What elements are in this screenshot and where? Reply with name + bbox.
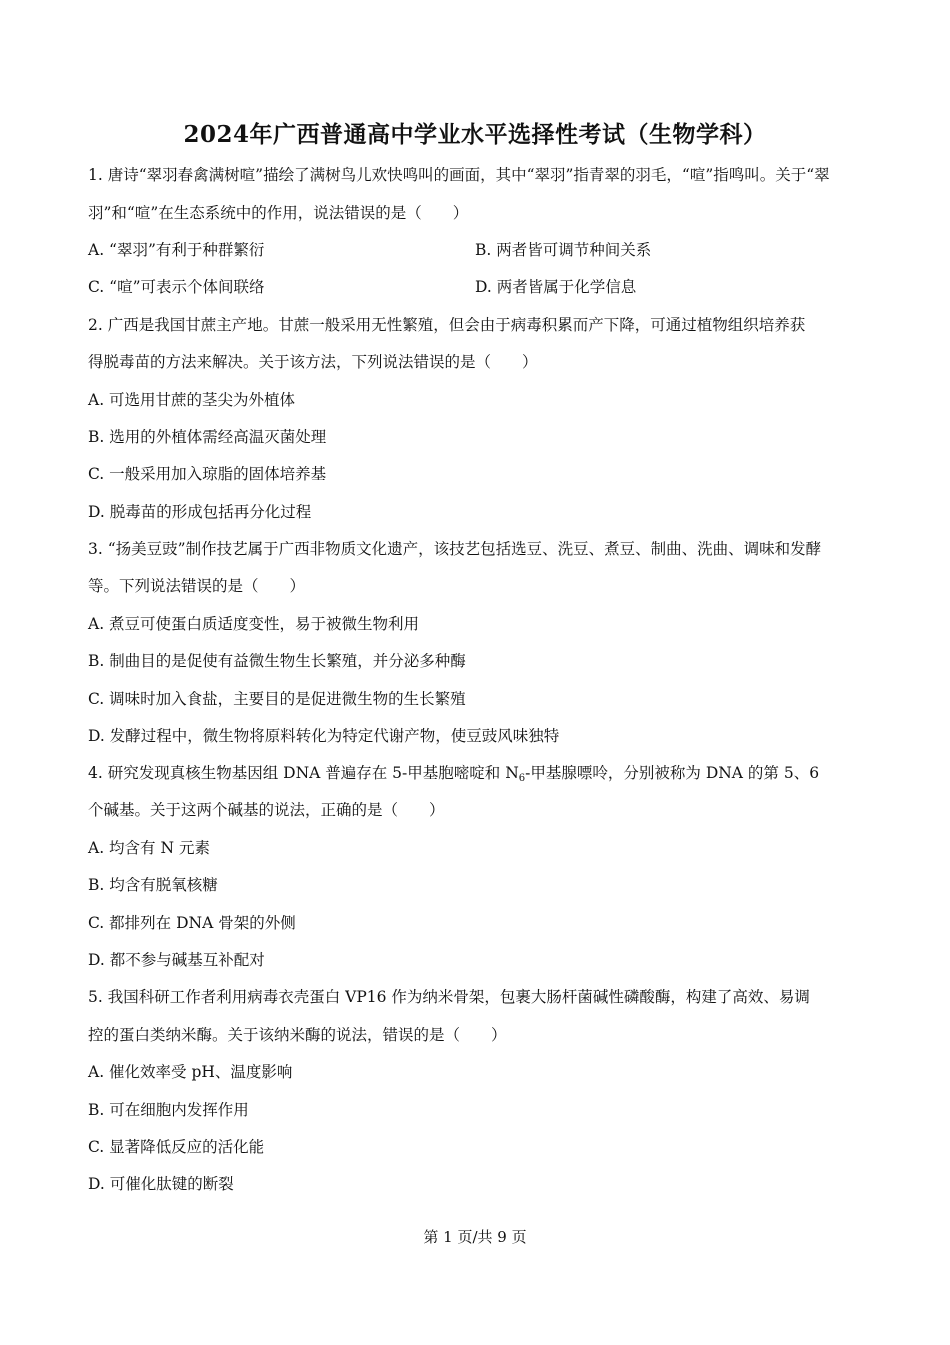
question-1-stem-line-1: 1. 唐诗“翠羽春禽满树喧”描绘了满树鸟儿欢快鸣叫的画面，其中“翠羽”指青翠的羽毛，“喧”指鸣叫。关于“翠 xyxy=(88,166,830,184)
question-4-subscript: 6 xyxy=(518,773,526,784)
question-5-stem-line-2: 控的蛋白类纳米酶。关于该纳米酶的说法，错误的是（ ） xyxy=(88,1026,507,1044)
question-3-stem-line-2: 等。下列说法错误的是（ ） xyxy=(88,577,306,595)
question-4-option-a: A. 均含有 N 元素 xyxy=(88,839,210,857)
question-4-stem-line-1 xyxy=(88,763,819,783)
question-5-option-c: C. 显著降低反应的活化能 xyxy=(88,1138,265,1156)
question-1-option-a: A. “翠羽”有利于种群繁衍 xyxy=(88,241,265,259)
question-2-option-d: D. 脱毒苗的形成包括再分化过程 xyxy=(88,503,312,521)
question-1-option-c: C. “喧”可表示个体间联络 xyxy=(88,278,265,296)
question-1-option-b: B. 两者皆可调节种间关系 xyxy=(475,241,652,259)
question-4-option-b: B. 均含有脱氧核糖 xyxy=(88,876,218,894)
page-footer: 第 1 页/共 9 页 xyxy=(423,1228,527,1246)
question-2-option-b: B. 选用的外植体需经高温灭菌处理 xyxy=(88,428,327,446)
page-title: 2024年广西普通高中学业水平选择性考试（生物学科） xyxy=(183,121,767,148)
question-1-stem-line-2: 羽”和“喧”在生态系统中的作用，说法错误的是（ ） xyxy=(88,204,469,222)
question-3-option-b: B. 制曲目的是促使有益微生物生长繁殖，并分泌多种酶 xyxy=(88,652,466,670)
question-4-option-d: D. 都不参与碱基互补配对 xyxy=(88,951,265,969)
question-2-option-c: C. 一般采用加入琼脂的固体培养基 xyxy=(88,465,327,483)
question-2-stem-line-1: 2. 广西是我国甘蔗主产地。甘蔗一般采用无性繁殖，但会由于病毒积累而产下降，可通过植物组织培养获 xyxy=(88,316,806,334)
question-1-option-d: D. 两者皆属于化学信息 xyxy=(475,278,637,296)
question-3-option-c: C. 调味时加入食盐，主要目的是促进微生物的生长繁殖 xyxy=(88,690,466,708)
question-4-stem-text-a: 4. 研究发现真核生物基因组 DNA 普遍存在 5-甲基胞嘧啶和 N xyxy=(88,764,519,782)
question-4-option-c: C. 都排列在 DNA 骨架的外侧 xyxy=(88,914,296,932)
question-3-option-a: A. 煮豆可使蛋白质适度变性，易于被微生物利用 xyxy=(88,615,420,633)
question-5-option-a: A. 催化效率受 pH、温度影响 xyxy=(88,1063,293,1081)
question-5-option-d: D. 可催化肽键的断裂 xyxy=(88,1175,234,1193)
question-5-stem-line-1: 5. 我国科研工作者利用病毒衣壳蛋白 VP16 作为纳米骨架，包裹大肠杆菌碱性磷酸酶，构建了高效、易调 xyxy=(88,988,810,1006)
question-2-option-a: A. 可选用甘蔗的茎尖为外植体 xyxy=(88,391,296,409)
question-3-option-d: D. 发酵过程中，微生物将原料转化为特定代谢产物，使豆豉风味独特 xyxy=(88,727,560,745)
question-2-stem-line-2: 得脱毒苗的方法来解决。关于该方法，下列说法错误的是（ ） xyxy=(88,353,538,371)
question-3-stem-line-1: 3. “扬美豆豉”制作技艺属于广西非物质文化遗产，该技艺包括选豆、洗豆、煮豆、制曲、洗曲、调味和发酵 xyxy=(88,540,822,558)
question-5-option-b: B. 可在细胞内发挥作用 xyxy=(88,1101,249,1119)
question-4-stem-text-b: -甲基腺嘌呤，分别被称为 DNA 的第 5、6 xyxy=(525,764,820,782)
question-4-stem-line-2: 个碱基。关于这两个碱基的说法，正确的是（ ） xyxy=(88,801,445,819)
